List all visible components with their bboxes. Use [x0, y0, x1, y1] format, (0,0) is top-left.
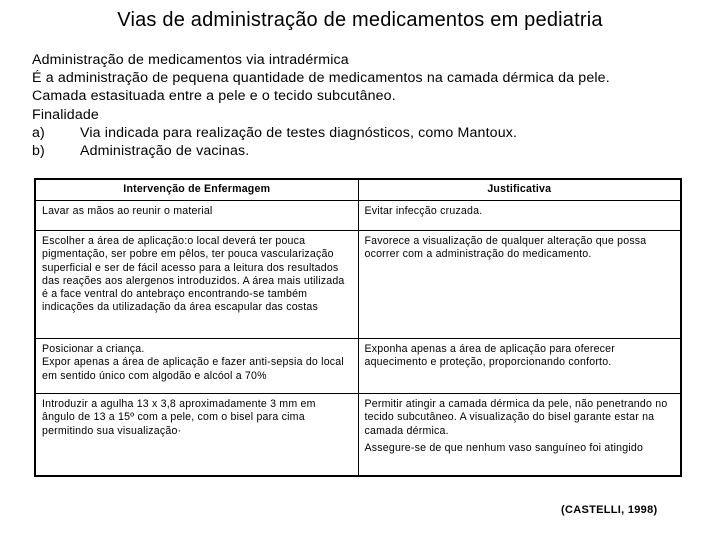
- justification-cell: [358, 394, 681, 476]
- table-row: [35, 394, 681, 476]
- purpose-heading: Finalidade: [32, 106, 99, 123]
- justification-cell: [358, 201, 681, 231]
- intervention-cell: [35, 339, 358, 394]
- purpose-label: a): [32, 124, 45, 141]
- intro-heading: Administração de medicamentos via intradérmica: [32, 52, 349, 68]
- column-header-intervention: Intervenção de Enfermagem: [35, 179, 358, 201]
- purpose-item: [32, 124, 702, 142]
- intro-location: Camada estasituada entre a pele e o tecido subcutâneo.: [32, 88, 396, 105]
- cell-text: Assegure-se de que nenhum vaso sanguíneo foi atingido: [364, 441, 644, 454]
- cell-text: Lavar as mãos ao reunir o material: [42, 205, 213, 217]
- cell-text: Exponha apenas a área de aplicação para oferecer aquecimento e proteção, proporcionando conforto.: [364, 343, 615, 369]
- column-header-justification: Justificativa: [358, 179, 681, 201]
- justification-cell: [358, 231, 681, 339]
- purpose-text: Via indicada para realização de testes diagnósticos, como Mantoux.: [80, 124, 518, 141]
- table-row: [35, 201, 681, 231]
- intervention-cell: [35, 201, 358, 231]
- cell-text: Posicionar a criança.: [42, 343, 145, 355]
- table-row: [35, 231, 681, 339]
- page-title: Vias de administração de medicamentos em pediatria: [117, 9, 603, 31]
- cell-text: Evitar infecção cruzada.: [364, 205, 483, 217]
- purpose-item: [32, 142, 702, 160]
- purpose-label: b): [32, 143, 45, 160]
- source-citation: (CASTELLI, 1998): [561, 504, 658, 516]
- table-header-row: [35, 179, 681, 201]
- purpose-text: Administração de vacinas.: [80, 143, 250, 160]
- cell-text: Favorece a visualização de qualquer alteração que possa ocorrer com a administração do medicamento.: [364, 235, 647, 261]
- intro-definition: É a administração de pequena quantidade de medicamentos na camada dérmica da pele.: [32, 70, 610, 87]
- cell-text: Escolher a área de aplicação:o local deverá ter pouca pigmentação, ser pobre em pêlos, ter pouca vascularização superficial e ser de fácil acesso para a leitura dos resultados das reações aos alergenos introduzidos. A área mais utilizada é a face ventral do antebraço encontrando-se também indicações da utilizadação da área escapular das costas: [42, 235, 345, 314]
- cell-text: Introduzir a agulha 13 x 3,8 aproximadamente 3 mm em ângulo de 13 a 15º com a pele, com o bisel para cima permitindo sua visualização·: [42, 398, 316, 437]
- justification-cell: [358, 339, 681, 394]
- nursing-intervention-table: [34, 178, 682, 477]
- cell-text: Expor apenas a área de aplicação e fazer anti-sepsia do local em sentido único com algodão e alcóol a 70%: [42, 356, 344, 382]
- intervention-cell: [35, 394, 358, 476]
- intervention-cell: [35, 231, 358, 339]
- table-row: [35, 339, 681, 394]
- cell-text: Permitir atingir a camada dérmica da pele, não penetrando no tecido subcutâneo. A visualização do bisel garante estar na camada dérmica.: [364, 398, 668, 437]
- intro-text: [32, 51, 702, 160]
